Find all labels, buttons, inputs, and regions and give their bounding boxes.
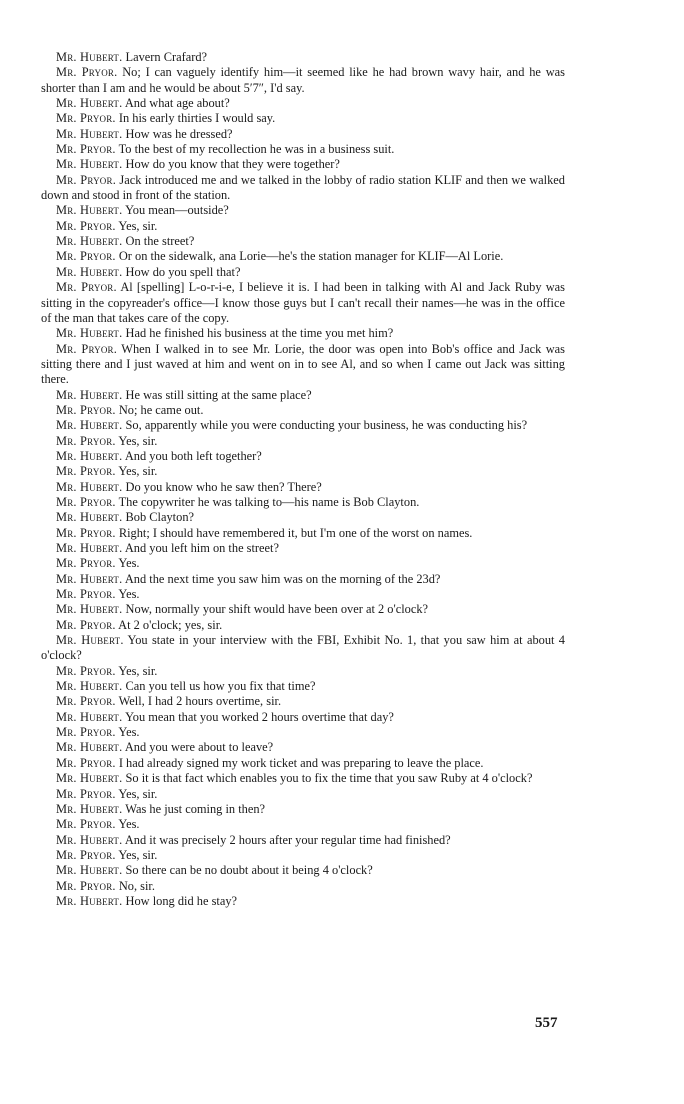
utterance-text: Lavern Crafard?: [125, 50, 208, 64]
transcript-paragraph: [41, 449, 565, 464]
speaker-name: Mr. Pryor.: [56, 786, 116, 801]
speaker-name: Mr. Pryor.: [56, 694, 116, 709]
speaker-name: Mr. Pryor.: [56, 817, 116, 832]
utterance-text: Yes, sir.: [118, 433, 158, 448]
speaker-name: Mr. Hubert.: [56, 418, 123, 433]
transcript-paragraph: [41, 725, 565, 740]
utterance-text: How was he dressed?: [125, 126, 233, 141]
transcript-paragraph: [41, 894, 565, 909]
transcript-paragraph: [41, 50, 565, 65]
transcript-paragraph: [41, 342, 565, 388]
transcript-paragraph: [41, 787, 565, 802]
utterance-text: You state in your interview with the FBI, Exhibit No. 1, that you saw him at about 4 o'clock?: [41, 633, 566, 663]
transcript-paragraph: [41, 848, 565, 863]
transcript-paragraph: [41, 863, 565, 878]
transcript-paragraph: [41, 740, 565, 755]
transcript-paragraph: [41, 142, 565, 157]
utterance-text: Yes, sir.: [118, 464, 158, 479]
speaker-name: Mr. Pryor.: [56, 494, 116, 509]
transcript-paragraph: [41, 817, 565, 832]
utterance-text: Or on the sidewalk, ana Lorie—he's the station manager for KLIF—Al Lorie.: [118, 249, 504, 264]
speaker-name: Mr. Pryor.: [56, 65, 118, 80]
utterance-text: And you both left together?: [124, 448, 262, 463]
page-number: 557: [535, 1015, 558, 1031]
speaker-name: Mr. Pryor.: [56, 617, 116, 632]
transcript-paragraph: [41, 403, 565, 418]
speaker-name: Mr. Hubert.: [56, 448, 123, 463]
speaker-name: Mr. Hubert.: [56, 157, 123, 172]
transcript-paragraph: [41, 157, 565, 172]
transcript-paragraph: [41, 587, 565, 602]
speaker-name: Mr. Hubert.: [56, 126, 123, 141]
utterance-text: No; I can vaguely identify him—it seemed like he had brown wavy hair, and he was shorter than I am and he would be about 5′7″, I'd say.: [41, 65, 565, 95]
utterance-text: Was he just coming in then?: [125, 801, 266, 816]
transcript-paragraph: [41, 234, 565, 249]
speaker-name: Mr. Pryor.: [56, 341, 118, 356]
utterance-text: Al [spelling] L-o-r-i-e, I believe it is. I had been in talking with Al and Jack Ruby was sitting in the copyreader's office—I know those guys but I can't recall their names—he was in the office of the man that takes care of the copy.: [41, 280, 565, 325]
utterance-text: And you left him on the street?: [124, 541, 280, 555]
speaker-name: Mr. Pryor.: [56, 402, 116, 417]
utterance-text: And what age about?: [124, 96, 230, 111]
transcript-paragraph: [41, 556, 565, 571]
utterance-text: To the best of my recollection he was in a business suit.: [118, 142, 395, 157]
transcript-paragraph: [41, 710, 565, 725]
utterance-text: Now, normally your shift would have been over at 2 o'clock?: [125, 602, 429, 617]
speaker-name: Mr. Hubert.: [56, 602, 123, 617]
transcript-paragraph: [41, 572, 565, 587]
utterance-text: Do you know who he saw then? There?: [125, 479, 322, 494]
speaker-name: Mr. Hubert.: [56, 541, 123, 555]
transcript-paragraph: [41, 418, 565, 433]
utterance-text: At 2 o'clock; yes, sir.: [118, 617, 223, 632]
transcript-paragraph: [41, 771, 565, 786]
utterance-text: Had he finished his business at the time you met him?: [125, 326, 394, 341]
transcript-paragraph: [41, 633, 565, 664]
utterance-text: Yes.: [118, 587, 140, 602]
utterance-text: In his early thirties I would say.: [118, 111, 276, 126]
speaker-name: Mr. Hubert.: [56, 326, 123, 341]
speaker-name: Mr. Hubert.: [56, 801, 123, 816]
speaker-name: Mr. Pryor.: [56, 725, 116, 740]
speaker-name: Mr. Hubert.: [56, 679, 123, 694]
transcript-paragraph: [41, 602, 565, 617]
transcript-paragraph: [41, 495, 565, 510]
utterance-text: Yes, sir.: [118, 218, 158, 233]
speaker-name: Mr. Hubert.: [56, 387, 123, 402]
utterance-text: And it was precisely 2 hours after your regular time had finished?: [124, 832, 451, 847]
speaker-name: Mr. Pryor.: [56, 525, 116, 540]
speaker-name: Mr. Pryor.: [56, 172, 116, 187]
speaker-name: Mr. Hubert.: [56, 203, 123, 218]
transcript-paragraph: [41, 664, 565, 679]
speaker-name: Mr. Pryor.: [56, 755, 116, 770]
utterance-text: So there can be no doubt about it being 4 o'clock?: [125, 863, 373, 878]
utterance-text: Yes.: [118, 556, 140, 571]
utterance-text: Bob Clayton?: [125, 510, 195, 525]
utterance-text: Yes, sir.: [118, 663, 158, 678]
utterance-text: Well, I had 2 hours overtime, sir.: [118, 694, 282, 709]
speaker-name: Mr. Hubert.: [56, 709, 123, 724]
transcript-paragraph: [41, 96, 565, 111]
transcript-paragraph: [41, 541, 565, 556]
speaker-name: Mr. Hubert.: [56, 832, 123, 847]
speaker-name: Mr. Pryor.: [56, 111, 116, 126]
utterance-text: And you were about to leave?: [124, 740, 274, 755]
transcript-paragraph: [41, 802, 565, 817]
speaker-name: Mr. Pryor.: [56, 433, 116, 448]
utterance-text: How do you spell that?: [125, 264, 241, 279]
utterance-text: Jack introduced me and we talked in the lobby of radio station KLIF and then we walked down and stood in front of the station.: [41, 172, 565, 203]
speaker-name: Mr. Hubert.: [56, 633, 124, 648]
transcript-paragraph: [41, 434, 565, 449]
transcript-paragraph: [41, 249, 565, 264]
transcript-paragraph: [41, 510, 565, 525]
speaker-name: Mr. Pryor.: [56, 464, 116, 479]
speaker-name: Mr. Hubert.: [56, 571, 123, 586]
transcript-paragraph: [41, 694, 565, 709]
transcript-paragraph: [41, 480, 565, 495]
transcript-paragraph: [41, 280, 565, 326]
speaker-name: Mr. Hubert.: [56, 893, 123, 908]
speaker-name: Mr. Hubert.: [56, 510, 123, 525]
utterance-text: You mean that you worked 2 hours overtime that day?: [125, 709, 394, 724]
speaker-name: Mr. Hubert.: [56, 50, 123, 64]
speaker-name: Mr. Hubert.: [56, 234, 123, 249]
transcript-paragraph: [41, 219, 565, 234]
transcript-paragraph: [41, 464, 565, 479]
utterance-text: I had already signed my work ticket and was preparing to leave the place.: [118, 755, 484, 770]
speaker-name: Mr. Pryor.: [56, 142, 116, 157]
utterance-text: And the next time you saw him was on the morning of the 23d?: [124, 571, 441, 586]
utterance-text: He was still sitting at the same place?: [125, 387, 312, 402]
utterance-text: Right; I should have remembered it, but I'm one of the worst on names.: [118, 525, 473, 540]
speaker-name: Mr. Hubert.: [56, 479, 123, 494]
speaker-name: Mr. Hubert.: [56, 771, 123, 786]
utterance-text: Yes.: [118, 725, 140, 740]
speaker-name: Mr. Pryor.: [56, 878, 116, 893]
transcript-paragraph: [41, 65, 565, 96]
utterance-text: On the street?: [125, 234, 195, 249]
utterance-text: Yes, sir.: [118, 786, 158, 801]
utterance-text: No, sir.: [118, 878, 155, 893]
speaker-name: Mr. Pryor.: [56, 556, 116, 571]
utterance-text: So, apparently while you were conducting your business, he was conducting his?: [125, 418, 528, 433]
speaker-name: Mr. Hubert.: [56, 740, 123, 755]
transcript-paragraph: [41, 833, 565, 848]
transcript-paragraph: [41, 388, 565, 403]
speaker-name: Mr. Hubert.: [56, 863, 123, 878]
transcript-paragraph: [41, 879, 565, 894]
transcript-paragraph: [41, 203, 565, 218]
speaker-name: Mr. Pryor.: [56, 218, 116, 233]
transcript-paragraph: [41, 127, 565, 142]
speaker-name: Mr. Hubert.: [56, 264, 123, 279]
utterance-text: So it is that fact which enables you to fix the time that you saw Ruby at 4 o'clock?: [125, 771, 533, 786]
speaker-name: Mr. Pryor.: [56, 587, 116, 602]
transcript-paragraph: [41, 326, 565, 341]
utterance-text: No; he came out.: [118, 402, 204, 417]
speaker-name: Mr. Pryor.: [56, 663, 116, 678]
utterance-text: You mean—outside?: [125, 203, 229, 218]
transcript-paragraph: [41, 756, 565, 771]
speaker-name: Mr. Pryor.: [56, 249, 116, 264]
transcript-paragraph: [41, 526, 565, 541]
transcript-paragraph: [41, 173, 565, 204]
utterance-text: How long did he stay?: [125, 893, 238, 908]
transcript-paragraph: [41, 265, 565, 280]
utterance-text: How do you know that they were together?: [125, 157, 340, 172]
transcript-paragraph: [41, 111, 565, 126]
transcript-paragraph: [41, 679, 565, 694]
speaker-name: Mr. Pryor.: [56, 847, 116, 862]
utterance-text: Can you tell us how you fix that time?: [125, 679, 316, 694]
utterance-text: The copywriter he was talking to—his name is Bob Clayton.: [118, 494, 420, 509]
utterance-text: Yes, sir.: [118, 847, 158, 862]
transcript-page: [41, 50, 565, 909]
transcript-paragraph: [41, 618, 565, 633]
utterance-text: Yes.: [118, 817, 140, 832]
speaker-name: Mr. Pryor.: [56, 280, 117, 295]
utterance-text: When I walked in to see Mr. Lorie, the door was open into Bob's office and Jack was sitting there and I just waved at him and went on in to see Al, and so when I came out Jack was sitting there.: [41, 341, 565, 387]
speaker-name: Mr. Hubert.: [56, 96, 123, 111]
